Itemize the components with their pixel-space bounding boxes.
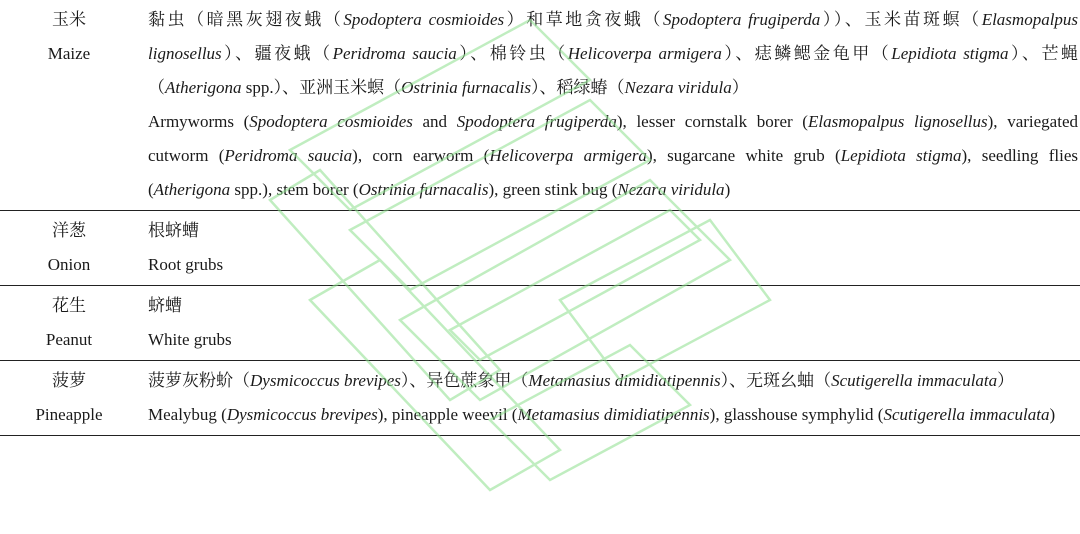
text-run: ), sugarcane white grub (	[646, 146, 841, 165]
table-row	[0, 211, 1080, 286]
species-name: Helicoverpa armigera	[567, 44, 722, 63]
species-name: Scutigerella immaculata	[883, 405, 1050, 424]
species-name: Elasmopalpus lignosellus	[148, 10, 1079, 63]
text-run: 黏虫（暗黑灰翅夜蛾（	[148, 10, 344, 29]
species-name: Lepidiota stigma	[840, 146, 962, 165]
pest-list-cn	[148, 3, 1078, 105]
species-name: Scutigerella immaculata	[831, 371, 998, 390]
text-run: 菠萝灰粉蚧（	[148, 371, 250, 390]
pest-list-en	[148, 248, 1078, 282]
crop-name-cn: 菠萝	[52, 371, 86, 390]
text-run: ), seedling flies (	[148, 146, 1078, 199]
crop-name-cn: 玉米	[52, 10, 86, 29]
species-name: Dysmicoccus brevipes	[250, 371, 401, 390]
species-name: Atherigona	[153, 180, 231, 199]
text-run: White grubs	[148, 330, 232, 349]
crop-name-en: Onion	[47, 255, 91, 274]
text-run: ）、疆夜蛾（	[221, 44, 333, 63]
species-name: Spodoptera cosmioides	[343, 10, 505, 29]
pest-list-en	[148, 398, 1078, 432]
species-name: Helicoverpa armigera	[489, 146, 647, 165]
species-name: Dysmicoccus brevipes	[226, 405, 378, 424]
text-run: ), green stink bug (	[488, 180, 618, 199]
species-name: Peridroma saucia	[224, 146, 353, 165]
pest-list-en	[148, 323, 1078, 357]
text-run: ）、稻绿蝽（	[531, 78, 625, 97]
species-name: Elasmopalpus lignosellus	[807, 112, 988, 131]
text-run: )	[1049, 405, 1056, 424]
crop-name-en: Pineapple	[35, 405, 103, 424]
crop-cell	[0, 361, 138, 436]
species-name: Nezara viridula	[624, 78, 732, 97]
text-run: and	[412, 112, 457, 131]
pest-list-en	[148, 105, 1078, 207]
crop-cell	[0, 211, 138, 286]
pest-list-cn	[148, 364, 1078, 398]
text-run: ）、异色蔗象甲（	[400, 371, 529, 390]
pest-cell	[138, 361, 1080, 436]
text-run: spp.), stem borer (	[230, 180, 359, 199]
species-name: Peridroma saucia	[332, 44, 457, 63]
pest-cell	[138, 286, 1080, 361]
pest-cell	[138, 211, 1080, 286]
species-name: Metamasius dimidiatipennis	[528, 371, 721, 390]
table-row	[0, 0, 1080, 211]
pest-list-cn	[148, 214, 1078, 248]
species-name: Ostrinia furnacalis	[401, 78, 531, 97]
text-run: spp.）、亚洲玉米螟（	[241, 78, 402, 97]
species-name: Lepidiota stigma	[891, 44, 1009, 63]
text-run: ））、玉米苗斑螟（	[820, 10, 982, 29]
pest-list-cn	[148, 289, 1078, 323]
table-row	[0, 361, 1080, 436]
species-name: Spodoptera frugiperda	[456, 112, 617, 131]
text-run: 根蛴螬	[148, 221, 199, 240]
text-run: ）、无斑幺蚰（	[720, 371, 832, 390]
text-run: ）、痣鳞鳃金龟甲（	[721, 44, 892, 63]
crop-cell	[0, 286, 138, 361]
table-row	[0, 286, 1080, 361]
crop-name-cn: 洋葱	[52, 221, 86, 240]
species-name: Spodoptera frugiperda	[663, 10, 821, 29]
text-run: ）	[731, 78, 749, 97]
crop-name-en: Peanut	[45, 330, 93, 349]
text-run: 蛴螬	[148, 296, 182, 315]
species-name: Ostrinia furnacalis	[358, 180, 489, 199]
text-run: ), glasshouse symphylid (	[709, 405, 884, 424]
text-run: ), pineapple weevil (	[377, 405, 518, 424]
crop-name-en: Maize	[47, 44, 91, 63]
text-run: Mealybug (	[148, 405, 227, 424]
pest-cell	[138, 0, 1080, 211]
species-name: Nezara viridula	[617, 180, 725, 199]
species-name: Metamasius dimidiatipennis	[517, 405, 710, 424]
text-run: ）和草地贪夜蛾（	[504, 10, 663, 29]
text-run: Armyworms (	[148, 112, 250, 131]
text-run: Root grubs	[148, 255, 224, 274]
crop-cell	[0, 0, 138, 211]
text-run: ), corn earworm (	[352, 146, 490, 165]
text-run: ）、棉铃虫（	[456, 44, 568, 63]
text-run: ), variegated cutworm (	[148, 112, 1078, 165]
species-name: Atherigona	[165, 78, 242, 97]
species-name: Spodoptera cosmioides	[249, 112, 413, 131]
text-run: ）、芒蝇（	[148, 44, 1079, 97]
text-run: ）	[997, 371, 1015, 390]
crop-name-cn: 花生	[52, 296, 86, 315]
text-run: ), lesser cornstalk borer (	[616, 112, 808, 131]
text-run: )	[724, 180, 731, 199]
